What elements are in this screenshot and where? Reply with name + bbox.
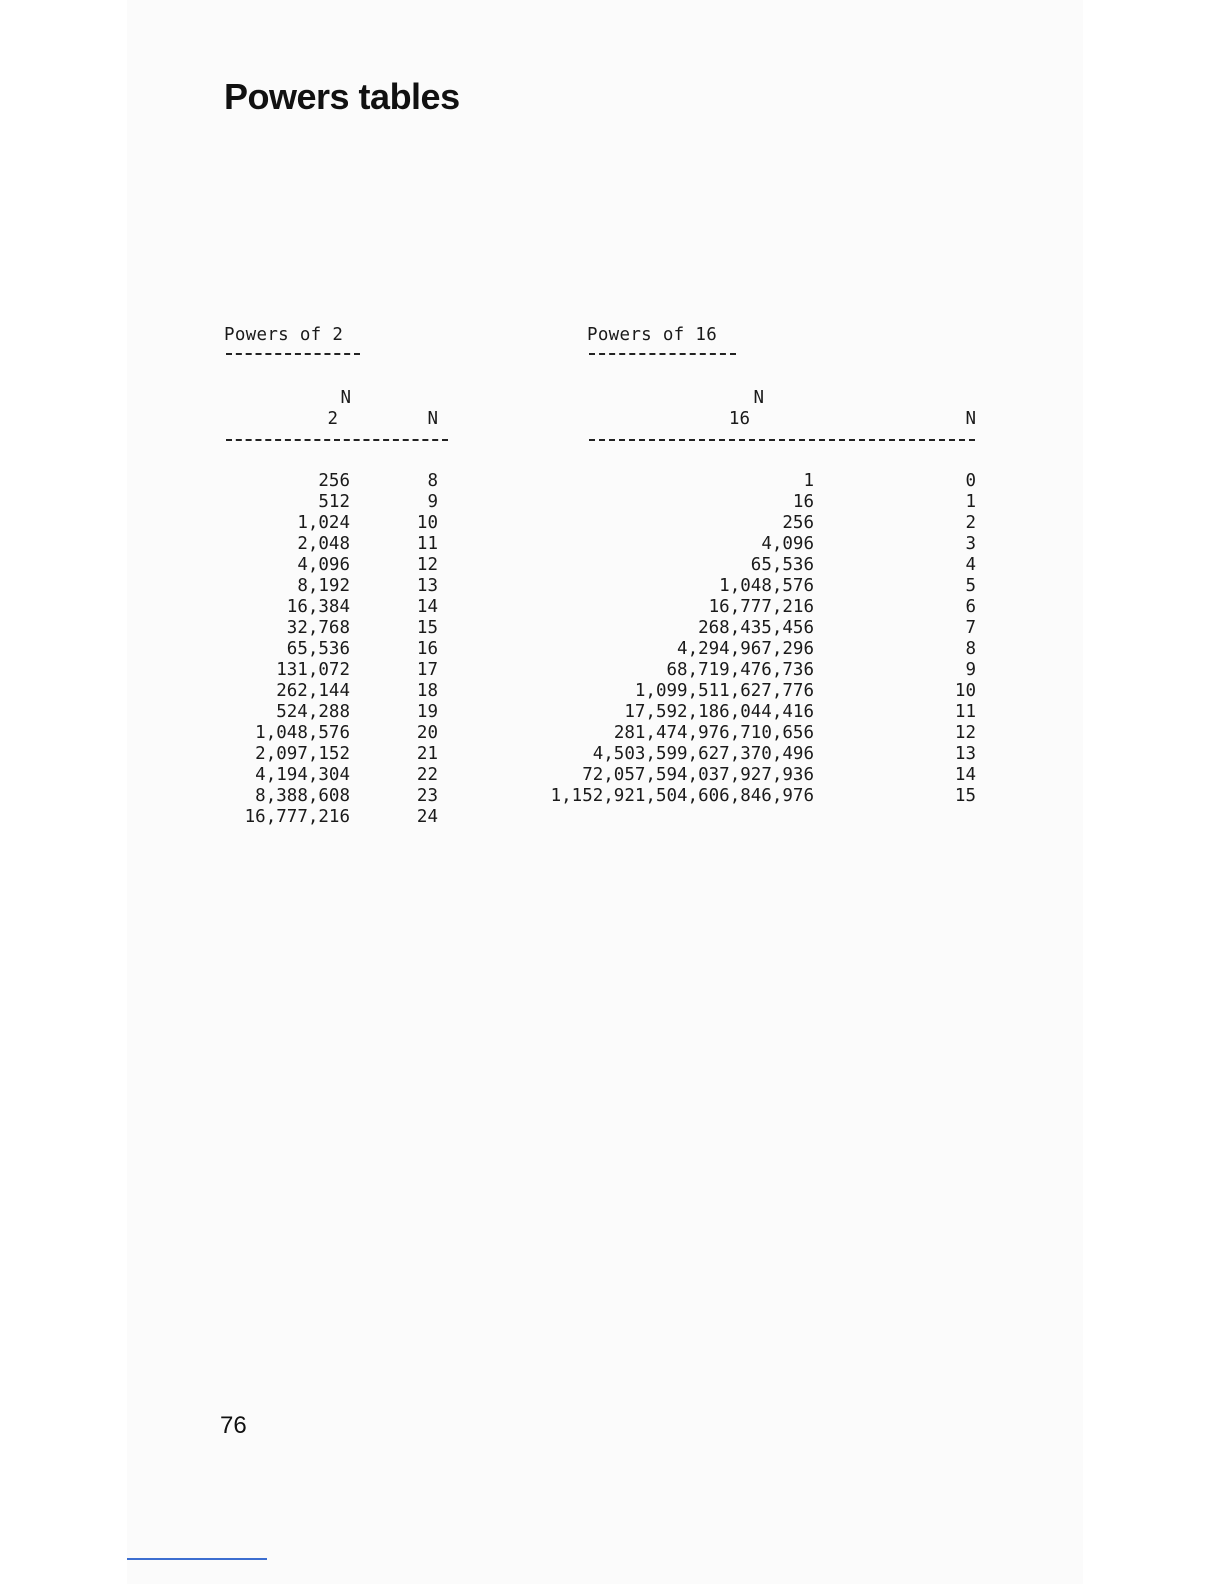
power-of-2-value-cell: 131,072 (276, 660, 350, 680)
powers-of-16-heading-underline (589, 353, 736, 355)
power-of-16-value-cell: 1,099,511,627,776 (634, 681, 814, 701)
powers-of-16-heading: Powers of 16 (587, 325, 718, 345)
power-of-16-value-cell: 281,474,976,710,656 (613, 723, 814, 743)
power-of-16-exponent-cell: 8 (965, 639, 976, 659)
power-of-16-value-cell: 16,777,216 (708, 597, 814, 617)
power-of-2-exponent-cell: 24 (416, 807, 438, 827)
power-of-2-value-cell: 256 (318, 471, 350, 491)
power-of-2-value-cell: 2,048 (297, 534, 350, 554)
power-of-2-exponent-cell: 17 (416, 660, 438, 680)
powers-of-16-header-exponent: N (753, 388, 764, 408)
power-of-16-value-cell: 72,057,594,037,927,936 (582, 765, 814, 785)
power-of-16-exponent-cell: 7 (965, 618, 976, 638)
power-of-16-exponent-cell: 12 (954, 723, 976, 743)
power-of-2-value-cell: 262,144 (276, 681, 350, 701)
power-of-2-exponent-cell: 19 (416, 702, 438, 722)
power-of-16-value-cell: 1,048,576 (719, 576, 814, 596)
power-of-16-exponent-cell: 3 (965, 534, 976, 554)
power-of-2-exponent-cell: 11 (416, 534, 438, 554)
power-of-2-value-cell: 1,048,576 (255, 723, 350, 743)
powers-of-2-value-column (200, 471, 350, 828)
power-of-16-value-cell: 4,294,967,296 (677, 639, 814, 659)
power-of-2-exponent-cell: 16 (416, 639, 438, 659)
power-of-16-exponent-cell: 9 (965, 660, 976, 680)
power-of-2-exponent-cell: 12 (416, 555, 438, 575)
power-of-2-exponent-cell: 13 (416, 576, 438, 596)
powers-of-2-exponent-column (400, 471, 438, 828)
power-of-2-value-cell: 4,096 (297, 555, 350, 575)
powers-of-2-header-base: 2 (327, 409, 338, 429)
power-of-16-exponent-cell: 0 (965, 471, 976, 491)
power-of-2-value-cell: 32,768 (286, 618, 350, 638)
power-of-16-value-cell: 65,536 (750, 555, 814, 575)
power-of-16-exponent-cell: 1 (965, 492, 976, 512)
power-of-16-exponent-cell: 10 (954, 681, 976, 701)
power-of-16-exponent-cell: 11 (954, 702, 976, 722)
powers-of-16-header-rule (589, 439, 975, 441)
power-of-2-exponent-cell: 23 (416, 786, 438, 806)
power-of-16-value-cell: 256 (782, 513, 814, 533)
power-of-2-exponent-cell: 21 (416, 744, 438, 764)
power-of-16-exponent-cell: 2 (965, 513, 976, 533)
power-of-2-value-cell: 2,097,152 (255, 744, 350, 764)
powers-of-2-heading-underline (226, 353, 360, 355)
powers-of-2-header-exponent: N (340, 388, 351, 408)
power-of-16-value-cell: 68,719,476,736 (666, 660, 814, 680)
power-of-2-value-cell: 16,777,216 (244, 807, 350, 827)
power-of-2-value-cell: 65,536 (286, 639, 350, 659)
powers-of-2-header-n: N (427, 409, 438, 429)
powers-of-2-heading: Powers of 2 (224, 325, 344, 345)
power-of-2-value-cell: 4,194,304 (255, 765, 350, 785)
power-of-2-exponent-cell: 20 (416, 723, 438, 743)
page-number: 76 (220, 1412, 247, 1439)
power-of-2-value-cell: 8,388,608 (255, 786, 350, 806)
footer-link-underline (127, 1558, 267, 1560)
powers-of-16-value-column (480, 471, 814, 807)
power-of-16-exponent-cell: 6 (965, 597, 976, 617)
power-of-16-value-cell: 4,096 (761, 534, 814, 554)
power-of-2-value-cell: 524,288 (276, 702, 350, 722)
powers-of-16-header-base: 16 (728, 409, 750, 429)
power-of-2-exponent-cell: 8 (427, 471, 438, 491)
power-of-2-exponent-cell: 10 (416, 513, 438, 533)
page-title: Powers tables (224, 76, 460, 117)
power-of-16-value-cell: 16 (792, 492, 814, 512)
powers-of-2-header-rule (226, 439, 448, 441)
power-of-16-value-cell: 4,503,599,627,370,496 (592, 744, 814, 764)
power-of-16-value-cell: 1,152,921,504,606,846,976 (550, 786, 814, 806)
power-of-16-value-cell: 268,435,456 (698, 618, 814, 638)
power-of-2-exponent-cell: 18 (416, 681, 438, 701)
power-of-16-exponent-cell: 13 (954, 744, 976, 764)
power-of-16-value-cell: 17,592,186,044,416 (624, 702, 814, 722)
power-of-16-exponent-cell: 15 (954, 786, 976, 806)
power-of-2-value-cell: 512 (318, 492, 350, 512)
power-of-2-exponent-cell: 9 (427, 492, 438, 512)
power-of-16-value-cell: 1 (803, 471, 814, 491)
power-of-2-value-cell: 1,024 (297, 513, 350, 533)
power-of-2-exponent-cell: 14 (416, 597, 438, 617)
power-of-16-exponent-cell: 14 (954, 765, 976, 785)
power-of-2-value-cell: 16,384 (286, 597, 350, 617)
powers-of-16-exponent-column (930, 471, 976, 807)
powers-of-16-header-n: N (965, 409, 976, 429)
power-of-16-exponent-cell: 4 (965, 555, 976, 575)
power-of-2-value-cell: 8,192 (297, 576, 350, 596)
power-of-2-exponent-cell: 22 (416, 765, 438, 785)
power-of-16-exponent-cell: 5 (965, 576, 976, 596)
power-of-2-exponent-cell: 15 (416, 618, 438, 638)
